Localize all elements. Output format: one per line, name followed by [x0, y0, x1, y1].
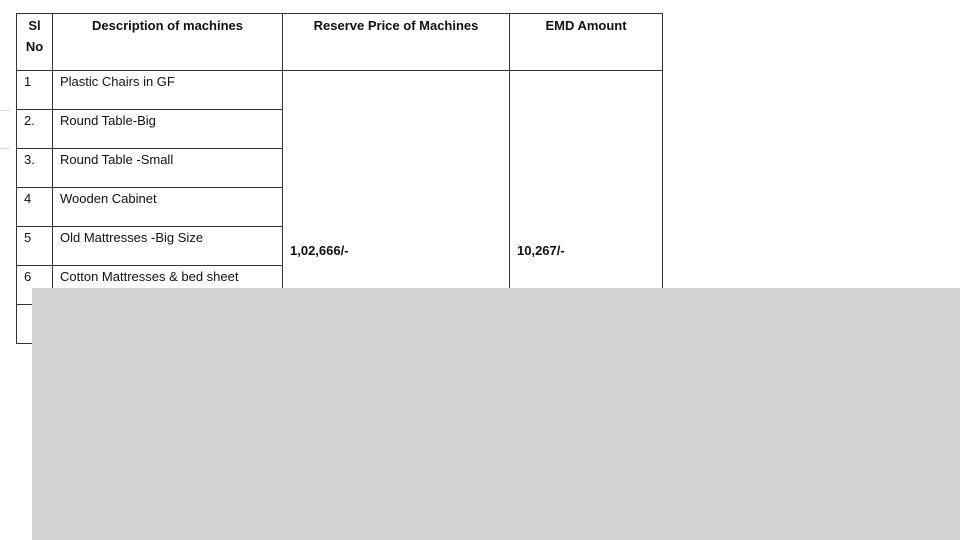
header-sl-line1: Sl [28, 18, 41, 33]
header-sl-no [17, 14, 53, 71]
row-description: Round Table -Small [53, 149, 283, 188]
row-description: Cotton Mattresses & bed sheet [53, 266, 283, 305]
row-description: Round Table-Big [53, 110, 283, 149]
row-description: Plastic Chairs in GF [53, 71, 283, 110]
table-header-row [17, 14, 663, 71]
header-emd-amount: EMD Amount [510, 14, 663, 71]
row-sl: 3. [17, 149, 53, 188]
header-sl-line2: No [25, 39, 44, 54]
margin-mark [0, 110, 10, 111]
row-sl: 6 [17, 266, 53, 305]
emd-amount-value: 10,267/- [517, 243, 565, 258]
row-description: Wooden Cabinet [53, 188, 283, 227]
row-description: Old Mattresses -Big Size [53, 227, 283, 266]
header-reserve-price: Reserve Price of Machines [283, 14, 510, 71]
header-description: Description of machines [53, 14, 283, 71]
table-row [17, 71, 663, 110]
row-sl: 2. [17, 110, 53, 149]
gray-overlay-panel [32, 288, 960, 540]
row-sl: 4 [17, 188, 53, 227]
margin-mark [0, 148, 10, 149]
row-sl: 1 [17, 71, 53, 110]
reserve-price-value: 1,02,666/- [290, 243, 349, 258]
row-sl: 5 [17, 227, 53, 266]
